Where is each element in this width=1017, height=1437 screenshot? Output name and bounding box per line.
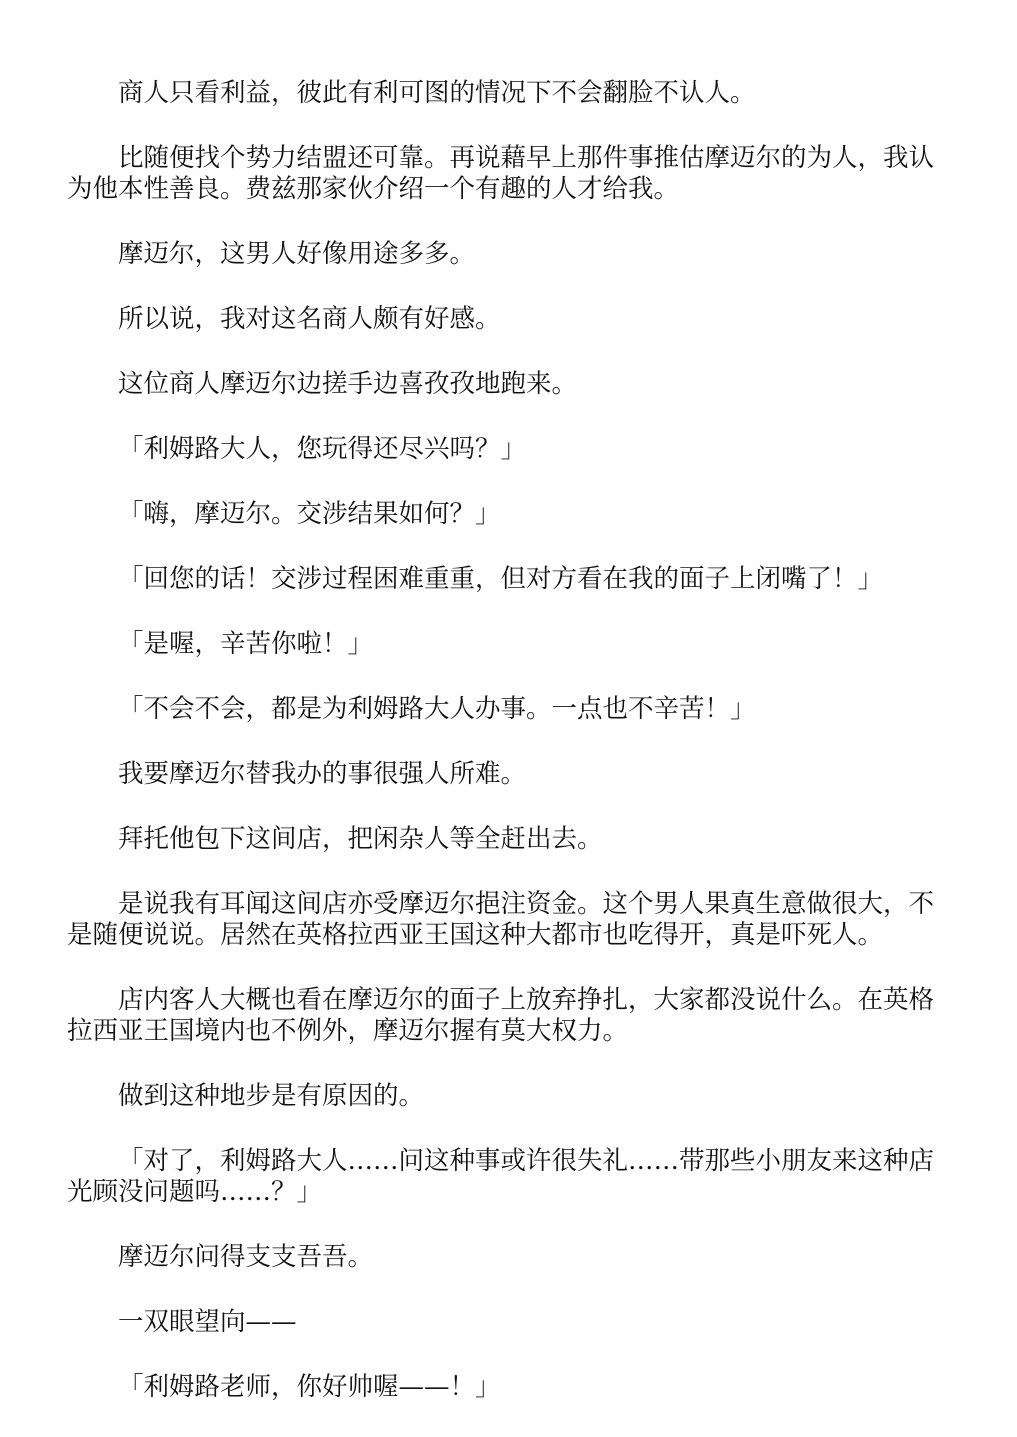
- paragraph-6: 我要摩迈尔替我办的事很强人所难。: [118, 759, 527, 789]
- dialogue-line-1: 「利姆路大人，您玩得还尽兴吗？」: [118, 434, 527, 464]
- paragraph-7: 拜托他包下这间店，把闲杂人等全赶出去。: [118, 824, 603, 854]
- paragraph-5: 这位商人摩迈尔边搓手边喜孜孜地跑来。: [118, 369, 578, 399]
- paragraph-10: 做到这种地步是有原因的。: [118, 1081, 425, 1111]
- dialogue-line-6: 「对了，利姆路大人……问这种事或许很失礼……带那些小朋友来这种店光顾没问题吗……？」: [67, 1146, 935, 1207]
- paragraph-1: 商人只看利益，彼此有利可图的情况下不会翻脸不认人。: [118, 78, 756, 108]
- paragraph-2: 比随便找个势力结盟还可靠。再说藉早上那件事推估摩迈尔的为人，我认为他本性善良。费兹那家伙介绍一个有趣的人才给我。: [67, 143, 935, 204]
- paragraph-4: 所以说，我对这名商人颇有好感。: [118, 304, 501, 334]
- dialogue-line-5: 「不会不会，都是为利姆路大人办事。一点也不辛苦！」: [118, 694, 756, 724]
- paragraph-9: 店内客人大概也看在摩迈尔的面子上放弃挣扎，大家都没说什么。在英格拉西亚王国境内也不例外，摩迈尔握有莫大权力。: [67, 985, 935, 1046]
- dialogue-line-7: 「利姆路老师，你好帅喔——！」: [118, 1372, 501, 1402]
- dialogue-line-4: 「是喔，辛苦你啦！」: [118, 629, 374, 659]
- dialogue-line-2: 「嗨，摩迈尔。交涉结果如何？」: [118, 499, 501, 529]
- dialogue-line-3: 「回您的话！交涉过程困难重重，但对方看在我的面子上闭嘴了！」: [118, 564, 884, 594]
- paragraph-3: 摩迈尔，这男人好像用途多多。: [118, 239, 476, 269]
- paragraph-8: 是说我有耳闻这间店亦受摩迈尔挹注资金。这个男人果真生意做很大，不是随便说说。居然在英格拉西亚王国这种大都市也吃得开，真是吓死人。: [67, 889, 935, 950]
- paragraph-11: 摩迈尔问得支支吾吾。: [118, 1242, 374, 1272]
- paragraph-12: 一双眼望向——: [118, 1307, 297, 1337]
